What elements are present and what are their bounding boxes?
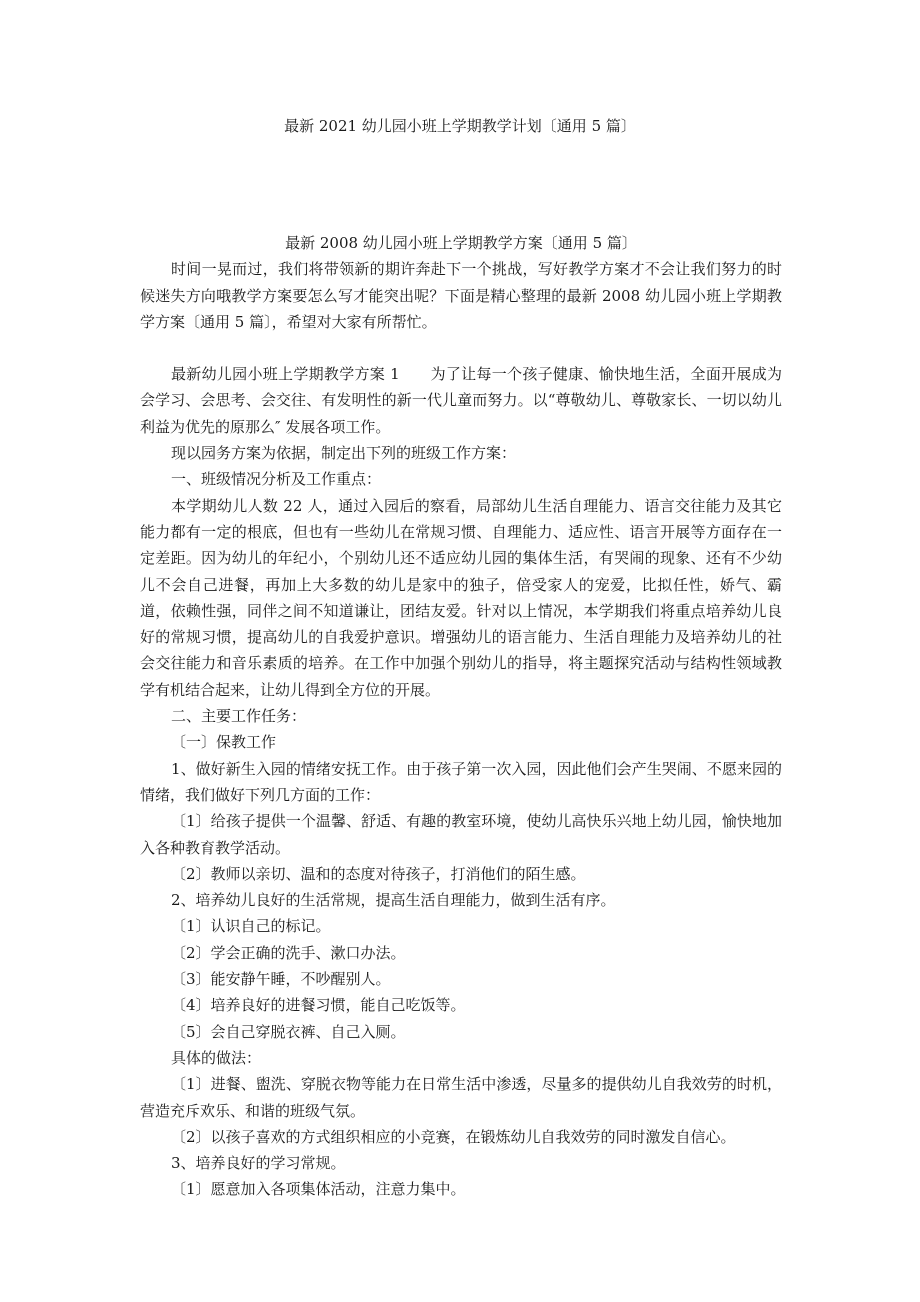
list-item: 〔3〕能安静午睡，不吵醒别人。: [171, 970, 391, 989]
paragraph: 最新幼儿园小班上学期教学方案 1 为了让每一个孩子健康、愉快地生活，全面开展成为会学习、会思考、会交往、有发明性的新一代儿童而努力。以“尊敬幼儿、尊敬家长、一切以幼儿利益为优先的原那么″ 发展各项工作。: [140, 365, 782, 436]
paragraph: 现以园务方案为依据，制定出下列的班级工作方案：: [171, 444, 517, 463]
paragraph: 3、培养良好的学习常规。: [171, 1154, 346, 1173]
intro-paragraph: 时间一晃而过，我们将带领新的期许奔赴下一个挑战，写好教学方案才不会让我们努力的时候迷失方向哦教学方案要怎么写才能突出呢？下面是精心整理的最新 2008 幼儿园小班上学期教学方案〔通用 5 篇〕，希望对大家有所帮忙。: [140, 260, 782, 331]
list-item: 〔2〕教师以亲切、温和的态度对待孩子，打消他们的陌生感。: [171, 864, 586, 883]
document-title: 最新 2021 幼儿园小班上学期教学计划〔通用 5 篇〕: [284, 117, 636, 135]
list-item: 〔1〕认识自己的标记。: [171, 917, 331, 936]
list-item: 〔4〕培养良好的进餐习惯，能自己吃饭等。: [171, 996, 466, 1015]
paragraph-spacer: [140, 335, 782, 361]
sub-heading: 具体的做法：: [171, 1048, 262, 1067]
paragraph: 1、做好新生入园的情绪安抚工作。由于孩子第一次入园，因此他们会产生哭闹、不愿来园的情绪，我们做好下列几方面的工作：: [140, 759, 782, 804]
paragraph: 2、培养幼儿良好的生活常规，提高生活自理能力，做到生活有序。: [171, 891, 616, 910]
document-subtitle: 最新 2008 幼儿园小班上学期教学方案〔通用 5 篇〕: [285, 234, 637, 252]
list-item: 〔1〕进餐、盥洗、穿脱衣物等能力在日常生活中渗透，尽量多的提供幼儿自我效劳的时机，营造充斥欢乐、和谐的班级气氛。: [140, 1075, 782, 1120]
section-heading: 一、班级情况分析及工作重点：: [171, 470, 382, 489]
list-item: 〔1〕给孩子提供一个温馨、舒适、有趣的教室环境，使幼儿高快乐兴地上幼儿园，愉快地加入各种教育教学活动。: [140, 812, 782, 857]
list-item: 〔5〕会自己穿脱衣裤、自己入厕。: [171, 1022, 406, 1041]
sub-heading: 〔一〕保教工作: [171, 733, 277, 752]
list-item: 〔1〕愿意加入各项集体活动，注意力集中。: [171, 1180, 466, 1199]
paragraph: 本学期幼儿人数 22 人，通过入园后的察看，局部幼儿生活自理能力、语言交往能力及其它能力都有一定的根底，但也有一些幼儿在常规习惯、自理能力、适应性、语言开展等方面存在一定差距。因为幼儿的年纪小，个别幼儿还不适应幼儿园的集体生活，有哭闹的现象、还有不少幼儿不会自己进餐，再加上大多数的幼儿是家中的独子，倍受家人的宠爱，比拟任性，娇气、霸道，依赖性强，同伴之间不知道谦让，团结友爱。针对以上情况，本学期我们将重点培养幼儿良好的常规习惯，提高幼儿的自我爱护意识。增强幼儿的语言能力、生活自理能力及培养幼儿的社会交往能力和音乐素质的培养。在工作中加强个别幼儿的指导，将主题探究活动与结构性领域教学有机结合起来，让幼儿得到全方位的开展。: [140, 496, 782, 699]
list-item: 〔2〕学会正确的洗手、漱口办法。: [171, 943, 406, 962]
list-item: 〔2〕以孩子喜欢的方式组织相应的小竞赛，在锻炼幼儿自我效劳的同时激发自信心。: [171, 1127, 736, 1146]
document-body: [140, 230, 782, 1203]
section-heading: 二、主要工作任务：: [171, 707, 307, 726]
